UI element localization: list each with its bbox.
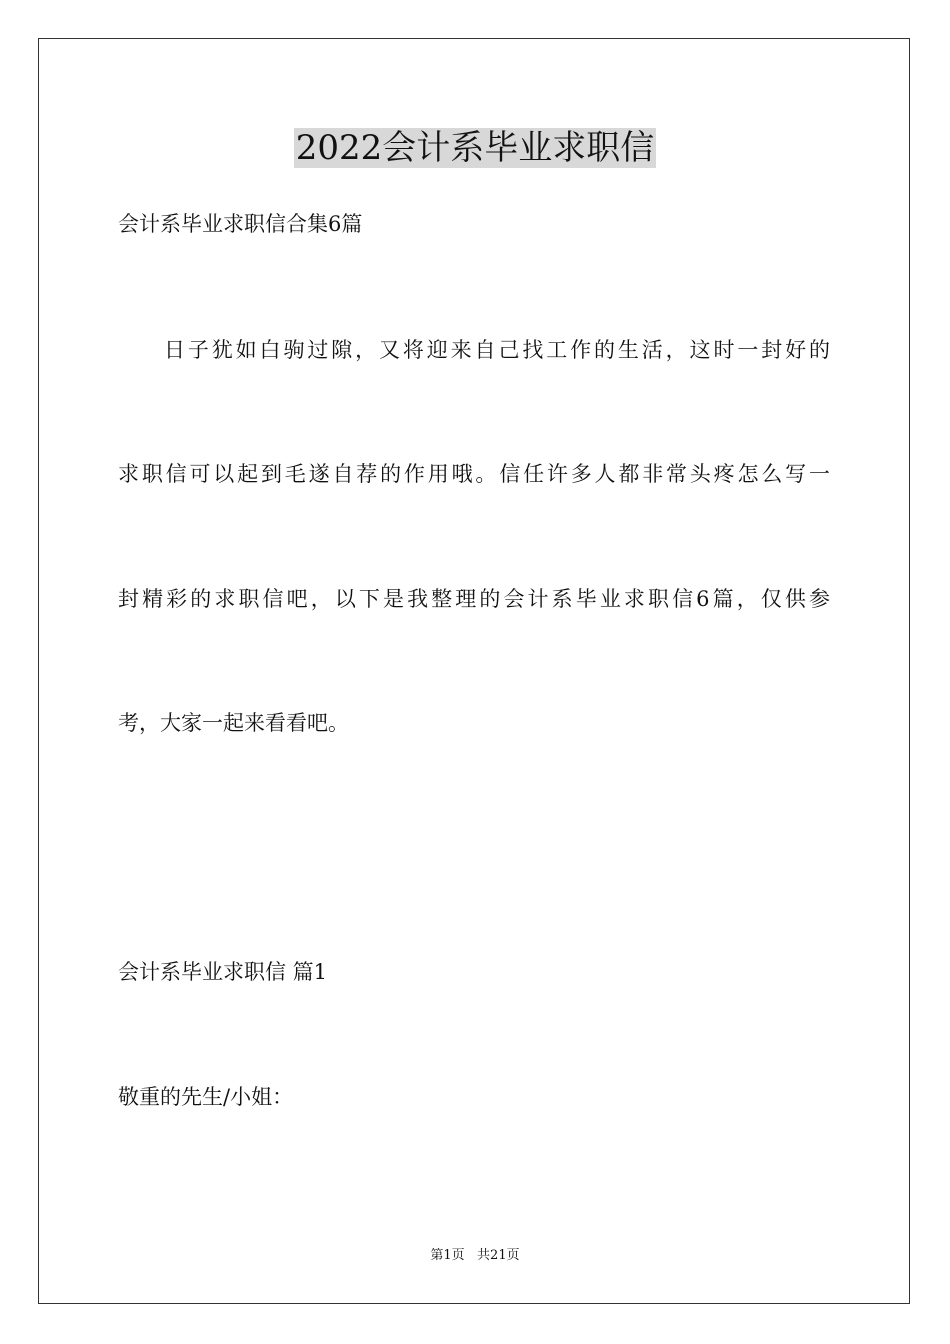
salutation: 敬重的先生/小姐：: [118, 1085, 294, 1109]
document-title-text: 2022会计系毕业求职信: [295, 128, 655, 168]
intro-line-3: 封精彩的求职信吧，以下是我整理的会计系毕业求职信6篇，仅供参: [118, 587, 834, 611]
section-heading: 会计系毕业求职信 篇1: [118, 960, 328, 984]
intro-line-1: [118, 336, 833, 364]
page-number-footer: 第1页 共21页: [430, 1248, 520, 1263]
intro-line-2: 求职信可以起到毛遂自荐的作用哦。信任许多人都非常头疼怎么写一: [118, 462, 833, 486]
document-subtitle: 会计系毕业求职信合集6篇: [118, 212, 363, 236]
intro-line-1-text: 日子犹如白驹过隙，又将迎来自己找工作的生活，这时一封好的: [164, 338, 833, 362]
intro-line-4: 考，大家一起来看看吧。: [118, 711, 349, 735]
document-title: [0, 128, 950, 168]
